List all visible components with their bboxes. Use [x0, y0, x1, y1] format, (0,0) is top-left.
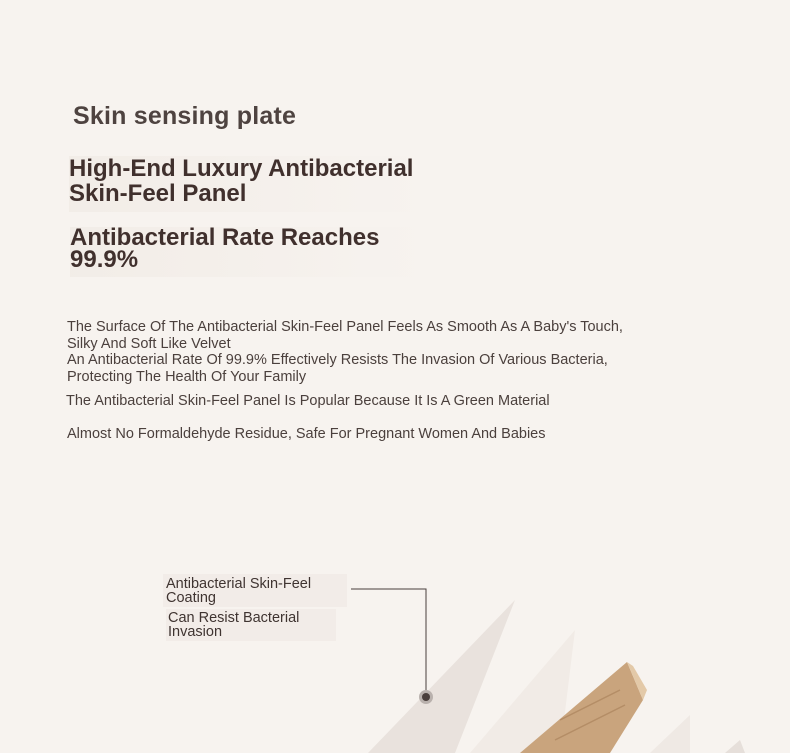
callout-title-line: Coating	[166, 590, 216, 606]
paragraph-line: Almost No Formaldehyde Residue, Safe For Pregnant Women And Babies	[67, 426, 546, 442]
leader-dot-inner	[422, 693, 430, 701]
headline-line: High-End Luxury Antibacterial	[69, 155, 414, 182]
paragraph-line: Protecting The Health Of Your Family	[67, 368, 307, 385]
section-subtitle: Skin sensing plate	[73, 102, 297, 130]
headline-line: 99.9%	[70, 246, 139, 273]
callout-title	[163, 574, 347, 607]
callout-desc-line: Invasion	[168, 624, 223, 640]
headline-line: Skin-Feel Panel	[69, 180, 247, 207]
paragraph-line: The Surface Of The Antibacterial Skin-Feel Panel Feels As Smooth As A Baby's Touch,	[67, 319, 623, 335]
callout-title-line: Antibacterial Skin-Feel	[166, 576, 312, 592]
paragraph-line: The Antibacterial Skin-Feel Panel Is Popular Because It Is A Green Material	[66, 393, 550, 409]
paragraph-line: An Antibacterial Rate Of 99.9% Effectively Resists The Invasion Of Various Bacteria,	[67, 352, 608, 368]
callout-desc-line: Can Resist Bacterial	[168, 610, 300, 626]
paragraph-line: Silky And Soft Like Velvet	[67, 335, 231, 352]
headline-line: Antibacterial Rate Reaches	[70, 224, 380, 251]
callout-description	[166, 609, 336, 641]
leader-line	[351, 589, 426, 697]
